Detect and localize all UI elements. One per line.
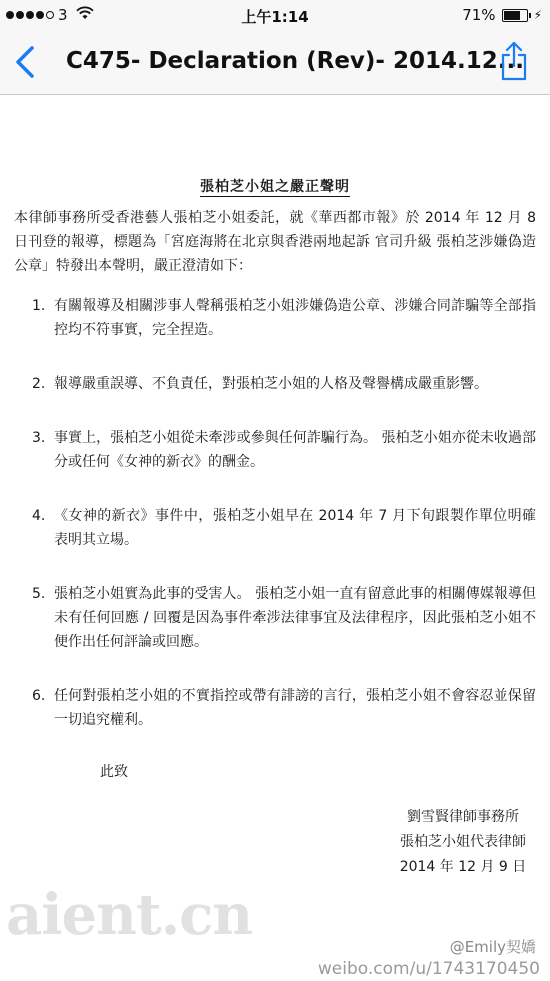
navigation-bar — [0, 30, 550, 95]
watermark-weibo-url: weibo.com/u/1743170450 — [317, 959, 540, 979]
watermark-weibo-handle: @Emily契嬌 — [449, 938, 536, 956]
closing-salutation: 此致 — [100, 764, 128, 780]
battery-icon — [502, 9, 528, 22]
signatory-role: 張柏芝小姐代表律師 — [400, 834, 526, 850]
list-item: 5. 張柏芝小姐實為此事的受害人。 張柏芝小姐一直有留意此事的相關傳媒報導但未有任何回應 / 回覆是因為事件牽涉法律事宜及法律程序，因此張柏芝小姐不便作出任何評論或回應。 — [32, 586, 536, 650]
document-title: C475- Declaration (Rev)- 2014.12... — [66, 48, 524, 74]
list-item: 2. 報導嚴重誤導、不負責任，對張柏芝小姐的人格及聲譽構成嚴重影響。 — [32, 376, 488, 392]
law-firm-name: 劉雪賢律師事務所 — [407, 809, 519, 825]
statement-points — [14, 294, 536, 762]
list-item: 4. 《女神的新衣》事件中，張柏芝小姐早在 2014 年 7 月下旬跟製作單位明確表明其立場。 — [32, 508, 536, 548]
watermark-logo: aient.cn — [6, 882, 253, 948]
statement-title: 張柏芝小姐之嚴正聲明 — [200, 179, 350, 195]
bolt-icon: ⚡ — [533, 8, 542, 22]
share-button[interactable] — [498, 40, 530, 82]
share-icon — [498, 40, 530, 82]
statement-date: 2014 年 12 月 9 日 — [399, 859, 527, 875]
list-item: 1. 有關報導及相關涉事人聲稱張柏芝小姐涉嫌偽造公章、涉嫌合同詐騙等全部指控均不符事實，完全捏造。 — [32, 298, 536, 338]
signature-block — [388, 805, 538, 880]
list-item: 6. 任何對張柏芝小姐的不實指控或帶有誹謗的言行，張柏芝小姐不會容忍並保留一切追究權利。 — [32, 688, 536, 728]
back-button[interactable] — [10, 42, 40, 82]
chevron-left-icon — [10, 42, 40, 82]
carrier-name: 3 — [58, 6, 68, 24]
clock: 上午1:14 — [241, 8, 309, 26]
battery-percentage: 71% — [462, 6, 496, 24]
list-item: 3. 事實上，張柏芝小姐從未牽涉或參與任何詐騙行為。 張柏芝小姐亦從未收過部分或任何《女神的新衣》的酬金。 — [32, 430, 536, 470]
document-page — [0, 95, 550, 978]
statement-intro: 本律師事務所受香港藝人張柏芝小姐委託，就《華西都市報》於 2014 年 12 月 8 日刊登的報導，標題為「宮庭海將在北京與香港兩地起訴 官司升級 張柏芝涉嫌偽造公章」特發出本聲明，嚴正澄清如下： — [14, 210, 536, 274]
battery-status — [462, 6, 542, 24]
status-bar — [0, 0, 550, 30]
